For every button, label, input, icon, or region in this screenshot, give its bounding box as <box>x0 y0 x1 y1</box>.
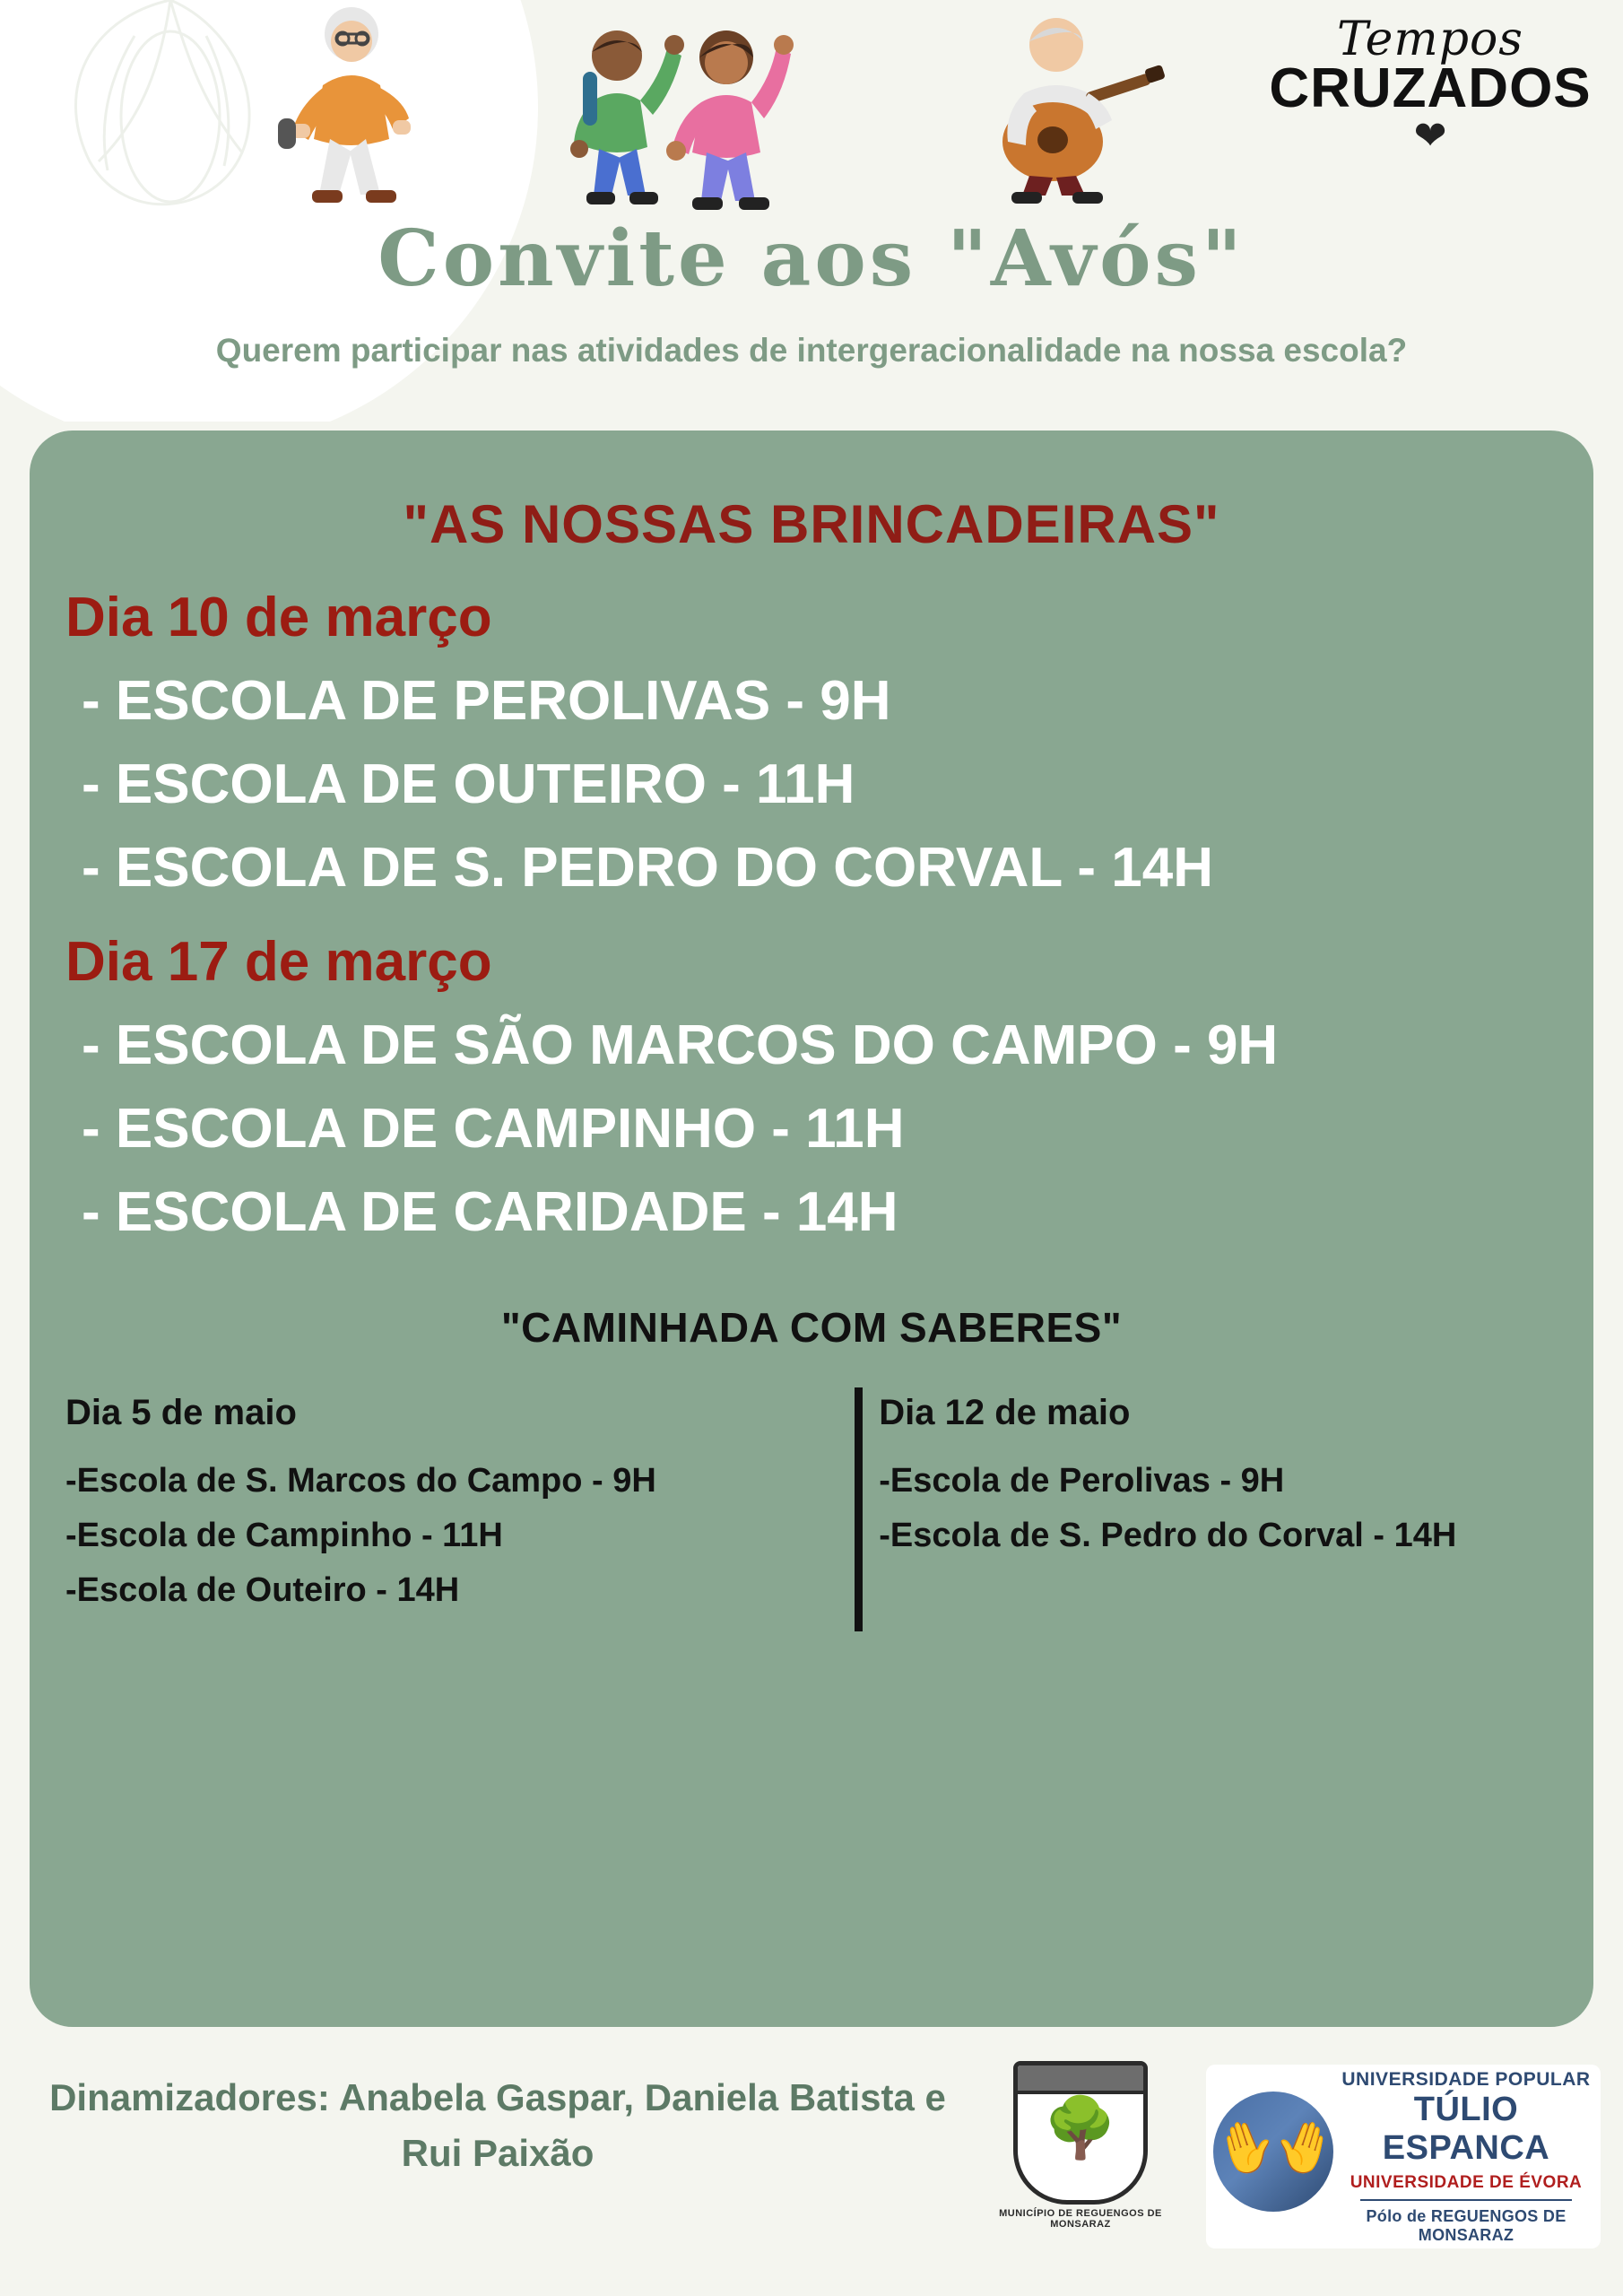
crest-crown <box>1018 2066 1143 2094</box>
walk-entry: -Escola de S. Pedro do Corval - 14H <box>879 1517 1457 1554</box>
grandmother-singing-icon <box>251 0 448 206</box>
poster-footer <box>0 2054 1623 2296</box>
section-title-brincadeiras: "AS NOSSAS BRINCADEIRAS" <box>403 494 1220 554</box>
poster-header <box>0 0 1623 422</box>
column-divider <box>855 1387 863 1631</box>
brand-line1: Tempos <box>1336 13 1523 66</box>
crest-caption: MUNICÍPIO DE REGUENGOS DE MONSARAZ <box>999 2208 1162 2230</box>
university-line2: TÚLIO ESPANCA <box>1382 2090 1550 2167</box>
grandfather-guitar-icon <box>959 7 1166 209</box>
page-title: Convite aos "Avós" <box>378 213 1245 304</box>
walk-columns <box>65 1393 1558 1626</box>
walk-column-1 <box>65 1393 838 1626</box>
university-text <box>1341 2069 1601 2245</box>
credits-text: Dinamizadores: Anabela Gaspar, Daniela Batista e Rui Paixão <box>49 2076 946 2174</box>
hand-icon: ✋ <box>1265 2109 1342 2183</box>
walk-entry: -Escola de Perolivas - 9H <box>879 1462 1285 1500</box>
day-heading-1: Dia 10 de março <box>65 587 492 648</box>
university-line1: UNIVERSIDADE POPULAR <box>1341 2068 1591 2090</box>
crest-shield-icon <box>1013 2061 1148 2205</box>
brand-line2: CRUZADOS <box>1269 57 1592 119</box>
walk-entry: -Escola de Outeiro - 14H <box>65 1571 460 1609</box>
day-heading-2: Dia 17 de março <box>65 931 492 993</box>
girl-waving-icon <box>646 16 816 218</box>
school-line: - ESCOLA DE CARIDADE - 14H <box>82 1181 898 1243</box>
school-line: - ESCOLA DE OUTEIRO - 11H <box>82 753 855 815</box>
university-mark-icon <box>1206 2081 1341 2233</box>
walk-column-1-heading: Dia 5 de maio <box>65 1393 297 1432</box>
walk-column-2-heading: Dia 12 de maio <box>879 1393 1131 1432</box>
university-logo <box>1206 2065 1601 2248</box>
walk-entry: -Escola de Campinho - 11H <box>65 1517 503 1554</box>
municipality-crest <box>995 2061 1166 2249</box>
university-divider <box>1360 2199 1572 2201</box>
page-subtitle: Querem participar nas atividades de intergeracionalidade na nossa escola? <box>215 332 1408 369</box>
hand-icon: ✋ <box>1207 2109 1285 2183</box>
brand-logo <box>1264 13 1596 158</box>
activities-panel <box>30 430 1593 2027</box>
university-line4: Pólo de REGUENGOS DE MONSARAZ <box>1366 2206 1567 2244</box>
heart-icon: ❤ <box>1413 114 1447 158</box>
school-line: - ESCOLA DE SÃO MARCOS DO CAMPO - 9H <box>82 1014 1279 1076</box>
section-title-caminhada: "CAMINHADA COM SABERES" <box>500 1304 1123 1351</box>
walk-entry: -Escola de S. Marcos do Campo - 9H <box>65 1462 656 1500</box>
school-line: - ESCOLA DE CAMPINHO - 11H <box>82 1098 905 1160</box>
school-line: - ESCOLA DE PEROLIVAS - 9H <box>82 670 891 732</box>
university-line3: UNIVERSIDADE DE ÉVORA <box>1350 2172 1583 2192</box>
walk-column-2 <box>838 1393 1558 1626</box>
school-line: - ESCOLA DE S. PEDRO DO CORVAL - 14H <box>82 837 1214 899</box>
tree-icon: 🌳 <box>1043 2094 1118 2161</box>
